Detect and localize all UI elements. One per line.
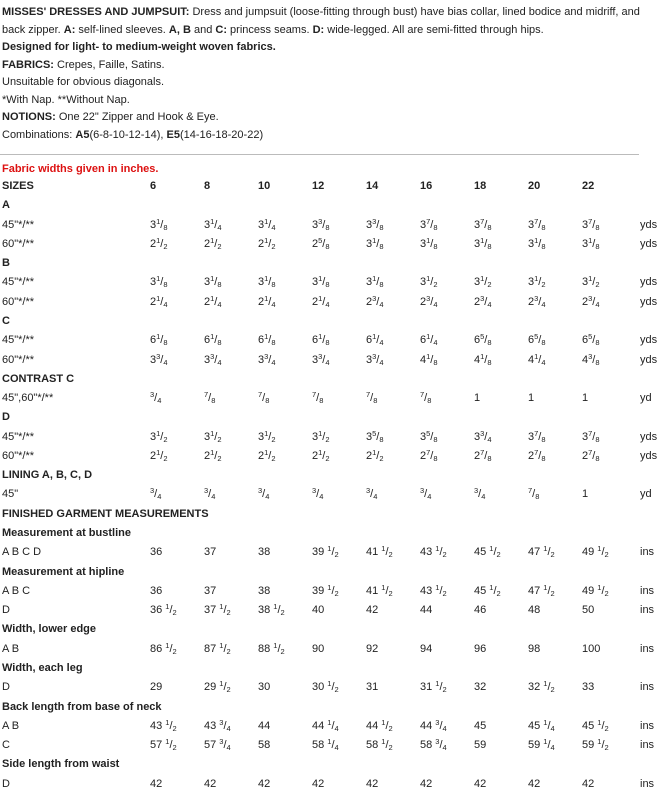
size-header: 6	[150, 180, 157, 192]
table-cell: 31	[366, 681, 379, 694]
section-label: FINISHED GARMENT MEASUREMENTS	[2, 507, 209, 520]
table-cell: $3^1/_8$	[150, 274, 168, 290]
table-cell: $3^1/_2$	[420, 274, 438, 290]
table-cell: 29 $^1/_2$	[204, 679, 231, 695]
row-label: 45"	[2, 488, 19, 501]
section-label: Width, lower edge	[2, 623, 97, 636]
unit-label: yd	[640, 392, 652, 405]
table-row	[0, 604, 659, 620]
table-cell: 43 $^1/_2$	[420, 582, 447, 598]
table-cell: 30 $^1/_2$	[312, 679, 339, 695]
row-label: C	[2, 739, 10, 752]
table-cell: $3^1/_8$	[258, 274, 276, 290]
section-heading	[0, 527, 659, 543]
row-label: 45"*/**	[2, 276, 35, 289]
table-cell: $^7/_8$	[420, 390, 432, 406]
table-cell: 58 $^3/_4$	[420, 737, 447, 753]
table-cell: $3^3/_4$	[312, 351, 330, 367]
table-cell: $3^1/_8$	[150, 216, 168, 232]
table-cell: $6^5/_8$	[528, 332, 546, 348]
table-cell: $^7/_8$	[528, 486, 540, 502]
table-cell: $2^3/_4$	[582, 293, 600, 309]
table-cell: $6^1/_8$	[312, 332, 330, 348]
table-cell: $3^1/_2$	[582, 274, 600, 290]
view-d-label: D:	[312, 23, 325, 36]
table-cell: 33	[582, 681, 595, 694]
table-cell: $3^7/_8$	[582, 428, 600, 444]
table-cell: $^3/_4$	[474, 486, 486, 502]
table-row	[0, 681, 659, 697]
row-label: 60"*/**	[2, 353, 35, 366]
row-label: 45",60"*/**	[2, 392, 54, 405]
table-cell: 42	[420, 777, 433, 790]
table-cell: $^7/_8$	[204, 390, 216, 406]
table-cell: $3^3/_4$	[258, 351, 276, 367]
section-heading	[0, 315, 659, 331]
section-label: LINING A, B, C, D	[2, 469, 93, 482]
table-cell: 59 $^1/_4$	[528, 737, 555, 753]
section-heading	[0, 257, 659, 273]
table-cell: $^7/_8$	[312, 390, 324, 406]
table-cell: 42	[528, 777, 541, 790]
table-cell: $3^1/_8$	[528, 235, 546, 251]
section-label: B	[2, 257, 10, 270]
table-row	[0, 546, 659, 562]
table-cell: $2^3/_4$	[528, 293, 546, 309]
table-cell: 38	[258, 546, 271, 559]
table-cell: $3^1/_8$	[204, 274, 222, 290]
table-cell: $2^1/_2$	[204, 447, 222, 463]
table-row	[0, 582, 659, 601]
table-cell: $^7/_8$	[366, 390, 378, 406]
table-cell: $6^1/_8$	[150, 332, 168, 348]
size-header: 22	[582, 180, 595, 192]
table-cell: $2^1/_4$	[150, 293, 168, 309]
table-cell: 41 $^1/_2$	[366, 582, 393, 598]
views-ab-label: A, B	[168, 23, 191, 36]
table-cell: $2^3/_4$	[474, 293, 492, 309]
table-cell: 92	[366, 642, 379, 655]
table-row	[0, 351, 659, 370]
notions-line	[2, 109, 652, 127]
fabrics-value: Crepes, Faille, Satins.	[53, 58, 165, 71]
table-cell: $3^1/_4$	[258, 216, 276, 232]
view-c-text: princess seams.	[227, 23, 313, 36]
table-cell: $3^1/_2$	[150, 428, 168, 444]
row-label: A B C D	[2, 546, 42, 559]
section-heading	[0, 411, 659, 427]
table-row	[0, 334, 659, 350]
combinations-label: Combinations:	[2, 128, 76, 141]
row-label: 45"*/**	[2, 218, 35, 231]
table-cell: 44 $^3/_4$	[420, 717, 447, 733]
table-cell: 44	[420, 604, 433, 617]
table-cell: $3^1/_2$	[258, 428, 276, 444]
table-cell: $3^1/_2$	[204, 428, 222, 444]
table-cell: 46	[474, 604, 487, 617]
table-cell: $3^1/_8$	[474, 235, 492, 251]
section-label: D	[2, 411, 10, 424]
fabrics-label: FABRICS:	[2, 58, 54, 71]
table-cell: $^3/_4$	[150, 390, 162, 406]
table-cell: 58 $^1/_4$	[312, 737, 339, 753]
table-cell: $3^7/_8$	[420, 216, 438, 232]
table-cell: $^7/_8$	[258, 390, 270, 406]
unit-label: ins	[640, 604, 655, 617]
table-row	[0, 293, 659, 312]
table-cell: $2^1/_2$	[150, 447, 168, 463]
table-cell: 48	[528, 604, 541, 617]
table-cell: $2^7/_8$	[420, 447, 438, 463]
table-cell: 42	[366, 604, 379, 617]
table-cell: 42	[312, 777, 325, 790]
view-d-text: wide-legged. All are semi-fitted through hips.	[324, 23, 544, 36]
pattern-description	[2, 4, 652, 144]
size-header: 18	[474, 180, 487, 192]
table-cell: $^3/_4$	[204, 486, 216, 502]
table-cell: 58 $^1/_2$	[366, 737, 393, 753]
pattern-title: MISSES' DRESSES AND JUMPSUIT:	[2, 6, 190, 18]
table-cell: $3^3/_4$	[150, 351, 168, 367]
unit-label: ins	[640, 739, 655, 752]
description-paragraph	[2, 4, 652, 39]
table-cell: $3^1/_2$	[528, 274, 546, 290]
section-label: C	[2, 314, 10, 327]
table-cell: $3^5/_8$	[366, 428, 384, 444]
table-cell: $2^1/_4$	[204, 293, 222, 309]
table-cell: $2^7/_8$	[582, 447, 600, 463]
and-text: and	[190, 23, 216, 36]
table-cell: 57 $^1/_2$	[150, 737, 177, 753]
table-cell: $6^1/_4$	[366, 332, 384, 348]
table-cell: 37	[204, 584, 217, 597]
row-label: 60"*/**	[2, 449, 35, 462]
table-cell: $3^1/_8$	[366, 235, 384, 251]
table-row	[0, 216, 659, 235]
table-cell: 45 $^1/_2$	[582, 717, 609, 733]
section-heading	[0, 373, 659, 389]
table-cell: 40	[312, 604, 325, 617]
table-row	[0, 276, 659, 292]
table-row	[0, 447, 659, 466]
table-row	[0, 488, 659, 504]
table-cell: 96	[474, 642, 487, 655]
table-cell: 49 $^1/_2$	[582, 582, 609, 598]
table-cell: 45 $^1/_2$	[474, 582, 501, 598]
sizes-header-row	[0, 180, 659, 196]
fabrics-line	[2, 57, 652, 75]
table-cell: 39 $^1/_2$	[312, 582, 339, 598]
table-cell: 44 $^1/_4$	[312, 717, 339, 733]
section-label: A	[2, 199, 10, 212]
table-cell: 36	[150, 546, 163, 559]
row-label: D	[2, 777, 10, 790]
row-label: 60"*/**	[2, 237, 35, 250]
table-cell: 37 $^1/_2$	[204, 602, 231, 618]
fabric-width-note: Fabric widths given in inches.	[2, 163, 159, 175]
row-label: D	[2, 604, 10, 617]
notions-value: One 22" Zipper and Hook & Eye.	[55, 111, 219, 123]
table-cell: 47 $^1/_2$	[528, 582, 555, 598]
size-header: 8	[204, 180, 211, 192]
table-row	[0, 717, 659, 736]
table-cell: $2^3/_4$	[366, 293, 384, 309]
unit-label: yds	[640, 430, 658, 443]
combo-e-sizes: (14-16-18-20-22)	[179, 128, 264, 141]
table-cell: $^3/_4$	[366, 486, 378, 502]
table-cell: 43 $^3/_4$	[204, 717, 231, 733]
unit-label: yds	[640, 353, 658, 366]
section-label: Back length from base of neck	[2, 700, 162, 713]
table-cell: 59	[474, 739, 487, 752]
unit-label: yd	[640, 488, 652, 501]
section-heading	[0, 758, 659, 774]
view-c-label: C:	[215, 23, 227, 36]
table-cell: $4^1/_8$	[420, 351, 438, 367]
table-cell: 42	[258, 777, 271, 790]
table-cell: $2^1/_2$	[204, 235, 222, 251]
nap-note: *With Nap. **Without Nap.	[2, 93, 130, 106]
section-heading	[0, 662, 659, 678]
table-cell: $3^3/_4$	[474, 428, 492, 444]
unsuitable-note: Unsuitable for obvious diagonals.	[2, 76, 165, 88]
unit-label: yds	[640, 295, 658, 308]
table-cell: $3^7/_8$	[582, 216, 600, 232]
unit-label: yds	[640, 449, 658, 462]
view-a-text: self-lined sleeves.	[75, 23, 169, 36]
table-cell: $3^7/_8$	[528, 216, 546, 232]
table-cell: 1	[582, 488, 589, 501]
unit-label: ins	[640, 642, 655, 655]
section-label: Measurement at hipline	[2, 565, 125, 578]
table-cell: 86 $^1/_2$	[150, 640, 177, 656]
table-cell: 36	[150, 584, 163, 597]
section-heading	[0, 508, 659, 524]
table-cell: $4^3/_8$	[582, 351, 600, 367]
unit-label: ins	[640, 546, 655, 559]
table-cell: $^3/_4$	[420, 486, 432, 502]
section-label: CONTRAST C	[2, 372, 75, 385]
table-cell: 42	[474, 777, 487, 790]
designed-for: Designed for light- to medium-weight woven fabrics.	[2, 41, 276, 53]
table-cell: $3^3/_4$	[366, 351, 384, 367]
table-cell: $3^7/_8$	[474, 216, 492, 232]
sizes-label: SIZES	[2, 180, 34, 192]
size-header: 14	[366, 180, 379, 192]
unit-label: yds	[640, 276, 658, 289]
table-cell: 45	[474, 719, 487, 732]
table-cell: 32 $^1/_2$	[528, 679, 555, 695]
table-cell: 45 $^1/_2$	[474, 544, 501, 560]
unit-label: ins	[640, 584, 655, 597]
table-cell: 94	[420, 642, 433, 655]
table-cell: 43 $^1/_2$	[420, 544, 447, 560]
table-cell: $2^1/_2$	[150, 235, 168, 251]
row-label: A B	[2, 719, 20, 732]
combo-a: A5	[75, 128, 90, 141]
table-cell: 47 $^1/_2$	[528, 544, 555, 560]
row-label: A B	[2, 642, 20, 655]
table-cell: $3^1/_8$	[582, 235, 600, 251]
section-heading	[0, 469, 659, 485]
size-header: 16	[420, 180, 433, 192]
table-cell: 50	[582, 604, 595, 617]
table-cell: $2^5/_8$	[312, 235, 330, 251]
unit-label: ins	[640, 719, 655, 732]
table-row	[0, 640, 659, 659]
table-cell: 31 $^1/_2$	[420, 679, 447, 695]
size-header: 20	[528, 180, 541, 192]
section-label: Measurement at bustline	[2, 527, 131, 540]
table-cell: $3^1/_8$	[366, 274, 384, 290]
table-cell: 1	[474, 392, 481, 405]
section-heading	[0, 623, 659, 639]
table-cell: $^3/_4$	[150, 486, 162, 502]
table-cell: 59 $^1/_2$	[582, 737, 609, 753]
section-label: Side length from waist	[2, 758, 120, 771]
table-cell: 43 $^1/_2$	[150, 717, 177, 733]
table-row	[0, 428, 659, 447]
table-cell: 41 $^1/_2$	[366, 544, 393, 560]
table-cell: 49 $^1/_2$	[582, 544, 609, 560]
row-label: D	[2, 681, 10, 694]
table-cell: $4^1/_8$	[474, 351, 492, 367]
table-cell: 98	[528, 642, 541, 655]
section-heading	[0, 566, 659, 582]
table-cell: $3^1/_4$	[204, 216, 222, 232]
section-label: Width, each leg	[2, 662, 83, 674]
table-cell: $3^7/_8$	[528, 428, 546, 444]
table-cell: $2^1/_2$	[258, 447, 276, 463]
table-cell: 1	[582, 392, 589, 405]
combo-a-sizes: (6-8-10-12-14),	[89, 128, 167, 141]
table-cell: $3^1/_8$	[312, 274, 330, 290]
table-row	[0, 235, 659, 254]
table-cell: $6^1/_8$	[204, 332, 222, 348]
row-label: 45"*/**	[2, 430, 35, 443]
table-cell: 30	[258, 681, 271, 694]
table-cell: 87 $^1/_2$	[204, 640, 231, 656]
table-cell: 100	[582, 642, 601, 655]
table-cell: 29	[150, 681, 163, 694]
table-cell: $2^1/_4$	[312, 293, 330, 309]
table-cell: $6^5/_8$	[474, 332, 492, 348]
table-cell: $3^3/_8$	[312, 216, 330, 232]
table-row	[0, 778, 659, 794]
table-cell: $^3/_4$	[312, 486, 324, 502]
table-cell: $6^5/_8$	[582, 332, 600, 348]
table-cell: 44	[258, 719, 271, 732]
unit-label: yds	[640, 334, 658, 347]
table-cell: $3^3/_4$	[204, 351, 222, 367]
table-cell: $4^1/_4$	[528, 351, 546, 367]
table-cell: 42	[150, 777, 163, 790]
table-cell: $3^5/_8$	[420, 428, 438, 444]
section-heading	[0, 701, 659, 717]
table-cell: $2^1/_2$	[312, 447, 330, 463]
table-cell: $2^7/_8$	[474, 447, 492, 463]
size-header: 12	[312, 180, 325, 192]
row-label: 60"*/**	[2, 295, 35, 308]
row-label: A B C	[2, 584, 31, 597]
table-cell: $2^1/_2$	[258, 235, 276, 251]
table-cell: $2^1/_4$	[258, 293, 276, 309]
table-cell: $^3/_4$	[258, 486, 270, 502]
table-cell: 32	[474, 681, 487, 694]
combo-e: E5	[166, 128, 180, 141]
table-cell: 45 $^1/_4$	[528, 717, 555, 733]
table-cell: 38 $^1/_2$	[258, 602, 285, 618]
unit-label: ins	[640, 681, 655, 694]
table-cell: $3^3/_8$	[366, 216, 384, 232]
combinations-line	[2, 127, 652, 145]
table-cell: 44 $^1/_2$	[366, 717, 393, 733]
table-cell: $2^7/_8$	[528, 447, 546, 463]
table-cell: 42	[204, 777, 217, 790]
table-row	[0, 392, 659, 408]
unit-label: yds	[640, 237, 658, 250]
table-cell: 57 $^3/_4$	[204, 737, 231, 753]
table-cell: 90	[312, 642, 325, 655]
description-text: Dress and jumpsuit (loose-fitting through bust) have bias collar, lined bodice and midriff, and back zipper.	[2, 6, 640, 36]
table-cell: 42	[582, 777, 595, 790]
table-cell: 58	[258, 739, 271, 752]
table-cell: $6^1/_8$	[258, 332, 276, 348]
table-cell: 36 $^1/_2$	[150, 602, 177, 618]
unit-label: yds	[640, 218, 658, 231]
table-cell: $3^1/_2$	[312, 428, 330, 444]
table-cell: $2^1/_2$	[366, 447, 384, 463]
row-label: 45"*/**	[2, 334, 35, 347]
table-cell: $3^1/_2$	[474, 274, 492, 290]
table-cell: 37	[204, 546, 217, 559]
size-header: 10	[258, 180, 271, 192]
table-cell: $2^3/_4$	[420, 293, 438, 309]
table-cell: 88 $^1/_2$	[258, 640, 285, 656]
table-cell: $6^1/_4$	[420, 332, 438, 348]
divider	[0, 154, 639, 155]
table-row	[0, 739, 659, 755]
unit-label: ins	[640, 777, 655, 790]
table-cell: 42	[366, 777, 379, 790]
notions-label: NOTIONS:	[2, 111, 56, 123]
section-heading	[0, 199, 659, 215]
view-a-label: A:	[63, 23, 76, 36]
table-cell: 38	[258, 584, 271, 597]
table-cell: 1	[528, 392, 535, 405]
table-cell: $3^1/_8$	[420, 235, 438, 251]
table-cell: 39 $^1/_2$	[312, 544, 339, 560]
